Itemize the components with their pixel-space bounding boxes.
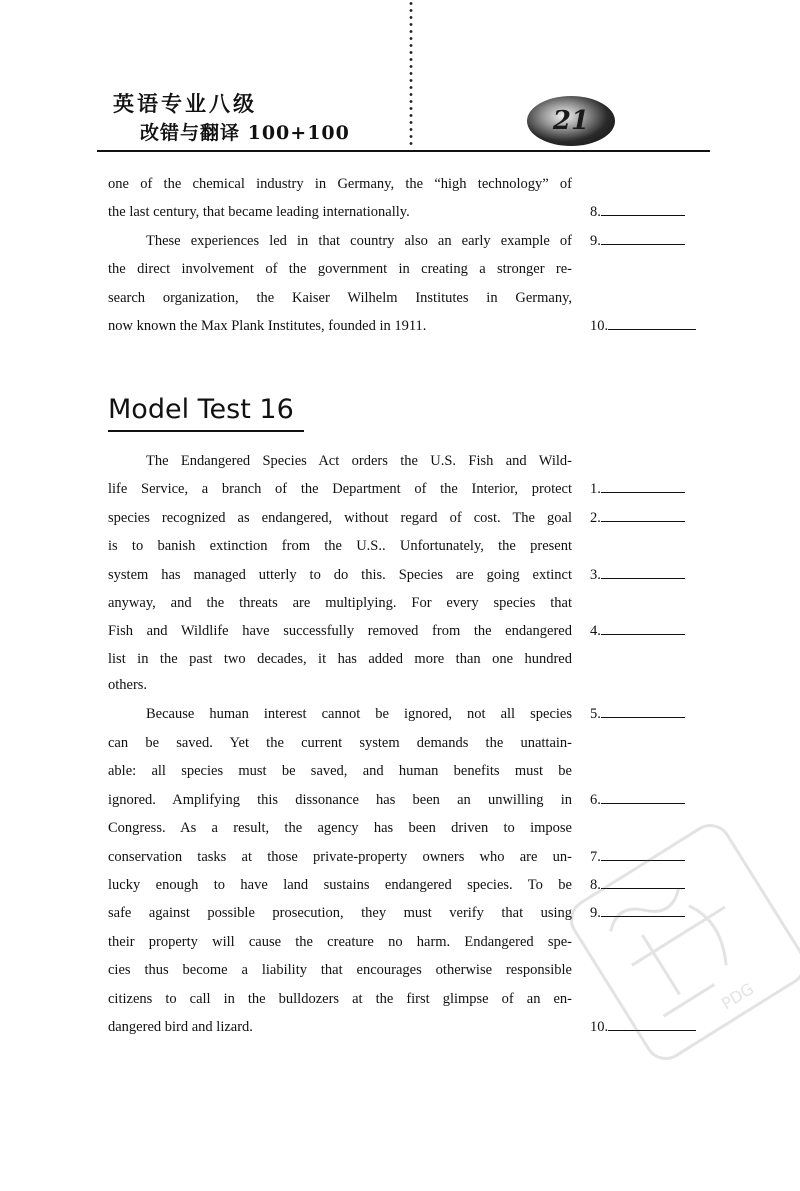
answer-blank[interactable] bbox=[590, 621, 685, 641]
text-line: system has managed utterly to do this. Species are going extinct bbox=[108, 567, 572, 583]
blank-number: 1. bbox=[590, 481, 601, 497]
blank-line[interactable] bbox=[601, 704, 685, 718]
blank-number: 2. bbox=[590, 510, 601, 526]
text-line: their property will cause the creature no harm. Endangered spe- bbox=[108, 934, 572, 950]
text-line: conservation tasks at those private-property owners who are un- bbox=[108, 849, 572, 865]
blank-number: 10. bbox=[590, 1019, 609, 1035]
text-line: dangered bird and lizard. bbox=[108, 1019, 253, 1035]
text-line: These experiences led in that country also an early example of bbox=[146, 233, 572, 249]
section-title: Model Test 16 bbox=[108, 394, 294, 425]
book-subtitle: 改错与翻译 100+100 bbox=[140, 122, 350, 144]
text-line: life Service, a branch of the Department of the Interior, protect bbox=[108, 481, 572, 497]
header-rule bbox=[97, 150, 710, 152]
text-line: is to banish extinction from the U.S.. Unfortunately, the present bbox=[108, 538, 572, 554]
blank-line[interactable] bbox=[601, 202, 685, 216]
blank-number: 8. bbox=[590, 204, 601, 220]
text-line: safe against possible prosecution, they must verify that using bbox=[108, 905, 572, 921]
page-number: 21 bbox=[552, 106, 590, 136]
answer-blank[interactable] bbox=[590, 202, 685, 222]
blank-number: 5. bbox=[590, 706, 601, 722]
blank-line[interactable] bbox=[601, 790, 685, 804]
text-line: Fish and Wildlife have successfully removed from the endangered bbox=[108, 623, 572, 639]
blank-number: 7. bbox=[590, 849, 601, 865]
answer-blank[interactable] bbox=[590, 790, 685, 810]
library-stamp-watermark bbox=[558, 812, 800, 1072]
text-line: citizens to call in the bulldozers at the first glimpse of an en- bbox=[108, 991, 572, 1007]
dotted-divider bbox=[409, 0, 413, 148]
answer-blank[interactable] bbox=[590, 508, 685, 528]
blank-number: 9. bbox=[590, 905, 601, 921]
watermark-text: PDG bbox=[718, 979, 758, 1014]
text-line: lucky enough to have land sustains endangered species. To be bbox=[108, 877, 572, 893]
blank-number: 3. bbox=[590, 567, 601, 583]
text-line: The Endangered Species Act orders the U.S. Fish and Wild- bbox=[146, 453, 572, 469]
text-line: can be saved. Yet the current system demands the unattain- bbox=[108, 735, 572, 751]
blank-line[interactable] bbox=[601, 621, 685, 635]
blank-line[interactable] bbox=[601, 565, 685, 579]
blank-line[interactable] bbox=[608, 316, 696, 330]
blank-number: 10. bbox=[590, 318, 609, 334]
text-line: the direct involvement of the government in creating a stronger re- bbox=[108, 261, 572, 277]
text-line: anyway, and the threats are multiplying. For every species that bbox=[108, 595, 572, 611]
answer-blank[interactable] bbox=[590, 479, 685, 499]
text-line: now known the Max Plank Institutes, founded in 1911. bbox=[108, 318, 427, 334]
answer-blank[interactable] bbox=[590, 565, 685, 585]
answer-blank[interactable] bbox=[590, 316, 696, 336]
text-line: ignored. Amplifying this dissonance has been an unwilling in bbox=[108, 792, 572, 808]
text-line: search organization, the Kaiser Wilhelm Institutes in Germany, bbox=[108, 290, 572, 306]
text-line: cies thus become a liability that encourages otherwise responsible bbox=[108, 962, 572, 978]
blank-line[interactable] bbox=[601, 508, 685, 522]
blank-line[interactable] bbox=[601, 479, 685, 493]
blank-number: 9. bbox=[590, 233, 601, 249]
blank-number: 4. bbox=[590, 623, 601, 639]
answer-blank[interactable] bbox=[590, 231, 685, 251]
text-line: able: all species must be saved, and human benefits must be bbox=[108, 763, 572, 779]
text-line: Because human interest cannot be ignored, not all species bbox=[146, 706, 572, 722]
text-line: the last century, that became leading internationally. bbox=[108, 204, 410, 220]
text-line: species recognized as endangered, without regard of cost. The goal bbox=[108, 510, 572, 526]
blank-line[interactable] bbox=[601, 231, 685, 245]
blank-number: 8. bbox=[590, 877, 601, 893]
section-title-underline bbox=[108, 430, 304, 432]
answer-blank[interactable] bbox=[590, 704, 685, 724]
page-number-badge bbox=[527, 96, 615, 146]
text-line: others. bbox=[108, 677, 148, 693]
blank-number: 6. bbox=[590, 792, 601, 808]
text-line: one of the chemical industry in Germany, the “high technology” of bbox=[108, 176, 572, 192]
book-title: 英语专业八级 bbox=[113, 91, 257, 116]
text-line: list in the past two decades, it has added more than one hundred bbox=[108, 651, 572, 667]
text-line: Congress. As a result, the agency has been driven to impose bbox=[108, 820, 572, 836]
